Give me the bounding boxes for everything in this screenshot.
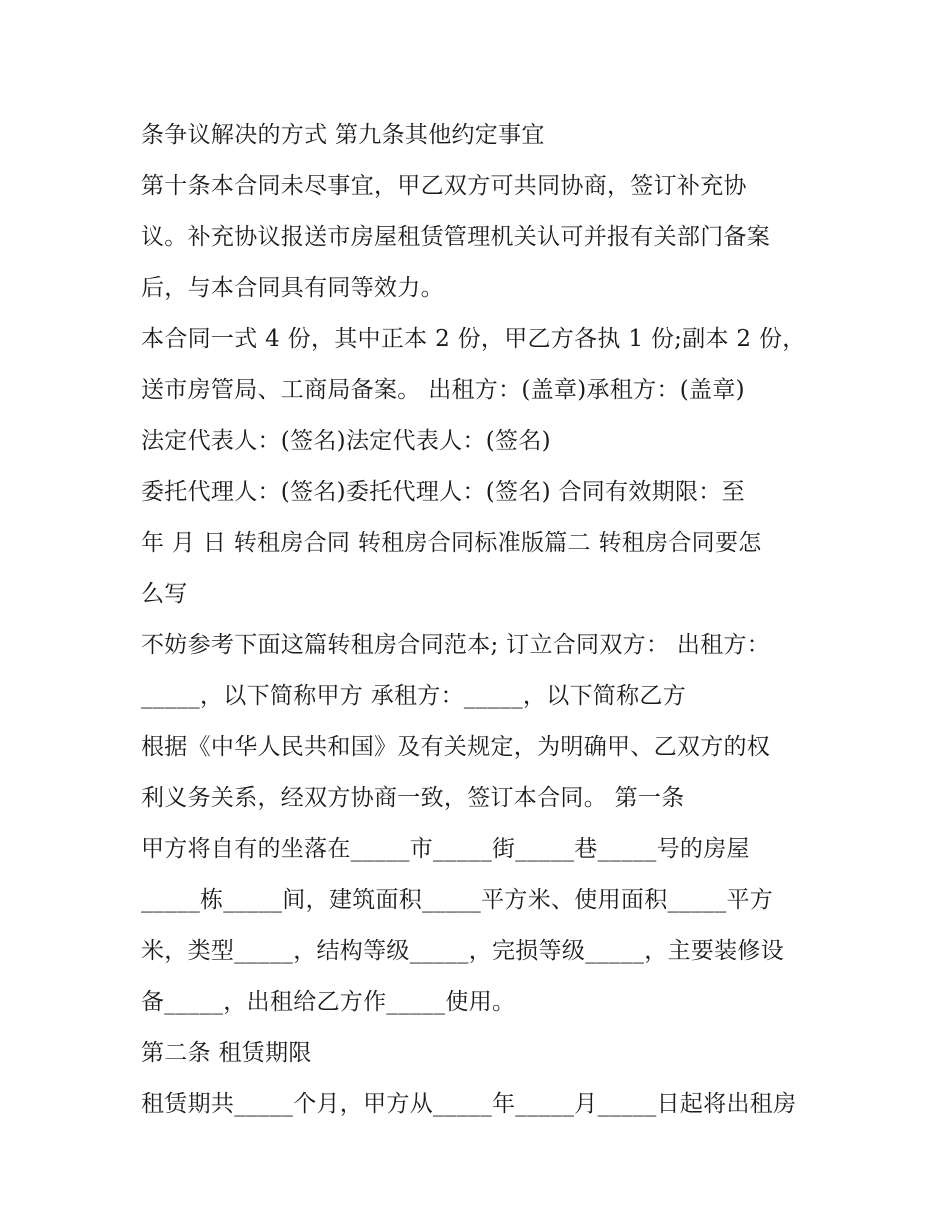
text-line: 条争议解决的方式 第九条其他约定事宜 — [141, 122, 545, 148]
text-line: 本合同一式 4 份，其中正本 2 份，甲乙方各执 1 份;副本 2 份， — [141, 326, 806, 352]
text-line: _____栋_____间，建筑面积_____平方米、使用面积_____平方 — [141, 887, 774, 913]
text-line: 备_____，出租给乙方作_____使用。 — [141, 989, 516, 1015]
text-line: 第十条本合同未尽事宜，甲乙双方可共同协商，签订补充协 — [141, 173, 747, 199]
text-line: 不妨参考下面这篇转租房合同范本; 订立合同双方： 出租方： — [141, 632, 771, 658]
text-line: 甲方将自有的坐落在_____市_____街_____巷_____号的房屋 — [141, 836, 750, 862]
text-line: 租赁期共_____个月，甲方从_____年_____月_____日起将出租房 — [141, 1091, 797, 1117]
text-line: 年 月 日 转租房合同 转租房合同标准版篇二 转租房合同要怎 — [141, 530, 762, 556]
text-line: 第二条 租赁期限 — [141, 1040, 312, 1066]
text-line: 议。补充协议报送市房屋租赁管理机关认可并报有关部门备案 — [141, 224, 771, 250]
text-line: 么写 — [141, 581, 188, 607]
text-line: 根据《中华人民共和国》及有关规定，为明确甲、乙双方的权 — [141, 734, 771, 760]
text-line: 米，类型_____，结构等级_____，完损等级_____，主要装修设 — [141, 938, 784, 964]
text-line: 后，与本合同具有同等效力。 — [141, 275, 444, 301]
text-line: 利义务关系，经双方协商一致，签订本合同。 第一条 — [141, 785, 685, 811]
text-line: 法定代表人：(签名)法定代表人：(签名) — [141, 428, 551, 454]
text-line: _____，以下简称甲方 承租方：_____，以下简称乙方 — [141, 683, 687, 709]
text-line: 送市房管局、工商局备案。 出租方：(盖章)承租方：(盖章) — [141, 377, 745, 403]
text-line: 委托代理人：(签名)委托代理人：(签名) 合同有效期限：至 — [141, 479, 745, 505]
contract-text — [141, 110, 831, 1130]
